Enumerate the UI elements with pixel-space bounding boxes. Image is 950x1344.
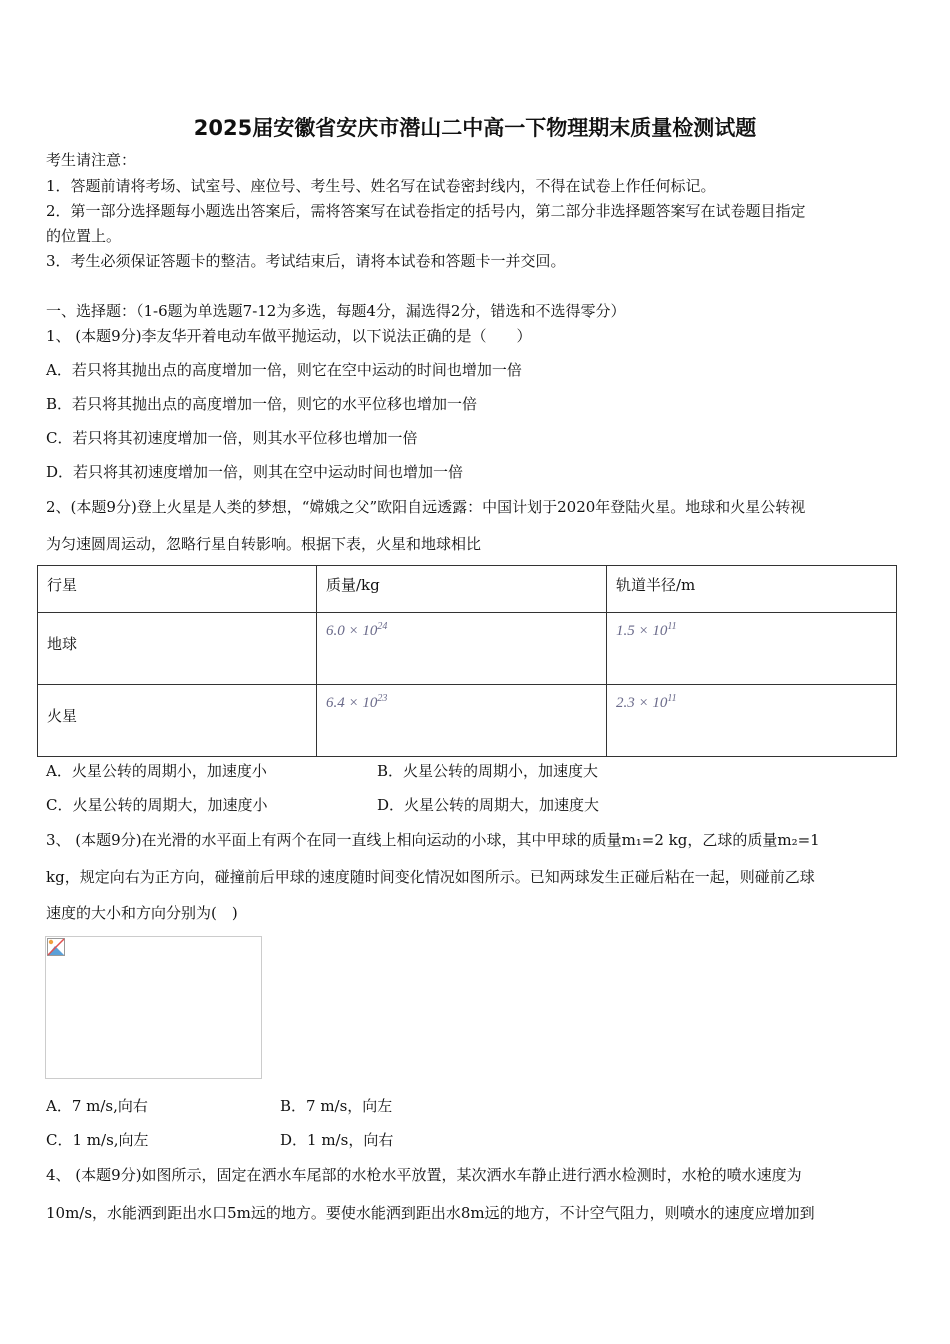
q3-option-a: A．7 m/s,向右 bbox=[46, 1097, 148, 1115]
q1-option-d: D．若只将其初速度增加一倍，则其在空中运动时间也增加一倍 bbox=[46, 463, 464, 481]
q2-option-a: A．火星公转的周期小，加速度小 bbox=[46, 762, 267, 780]
q3-option-c: C．1 m/s,向左 bbox=[46, 1131, 149, 1149]
q2-option-b: B．火星公转的周期小，加速度大 bbox=[377, 762, 599, 780]
notice-item: 2．第一部分选择题每小题选出答案后，需将答案写在试卷指定的括号内，第二部分非选择题答案写在试卷题目指定 bbox=[46, 202, 806, 220]
q4-stem: 10m/s，水能洒到距出水口5m远的地方。要使水能洒到距出水8m远的地方，不计空气阻力，则喷水的速度应增加到 bbox=[46, 1204, 815, 1222]
table-header-row bbox=[38, 566, 897, 613]
table-row bbox=[38, 613, 897, 685]
notice-item: 的位置上。 bbox=[46, 227, 122, 245]
q3-option-b: B．7 m/s，向左 bbox=[280, 1097, 393, 1115]
q2-option-c: C．火星公转的周期大，加速度小 bbox=[46, 796, 268, 814]
notice-item: 1．答题前请将考场、试室号、座位号、考生号、姓名写在试卷密封线内，不得在试卷上作任何标记。 bbox=[46, 177, 716, 195]
notice-item: 3．考生必须保证答题卡的整洁。考试结束后，请将本试卷和答题卡一并交回。 bbox=[46, 252, 566, 270]
planet-table bbox=[37, 565, 897, 757]
q2-option-d: D．火星公转的周期大，加速度大 bbox=[377, 796, 600, 814]
broken-image-placeholder bbox=[45, 936, 262, 1079]
notice-heading: 考生请注意： bbox=[46, 151, 137, 169]
q1-option-c: C．若只将其初速度增加一倍，则其水平位移也增加一倍 bbox=[46, 429, 418, 447]
q1-option-b: B．若只将其抛出点的高度增加一倍，则它的水平位移也增加一倍 bbox=[46, 395, 478, 413]
header-cell: 质量/kg bbox=[317, 566, 607, 613]
table-row bbox=[38, 685, 897, 757]
mass-cell: $6.4 \times 10^{23}$ bbox=[326, 693, 388, 711]
q3-stem: 速度的大小和方向分别为( ) bbox=[46, 904, 238, 922]
q2-stem: 2、(本题9分)登上火星是人类的梦想，“嫦娥之父”欧阳自远透露：中国计划于2020年登陆火星。地球和火星公转视 bbox=[46, 498, 806, 516]
q1-option-a: A．若只将其抛出点的高度增加一倍，则它在空中运动的时间也增加一倍 bbox=[46, 361, 522, 379]
q3-option-d: D．1 m/s，向右 bbox=[280, 1131, 394, 1149]
q3-stem: kg，规定向右为正方向，碰撞前后甲球的速度随时间变化情况如图所示。已知两球发生正碰后粘在一起，则碰前乙球 bbox=[46, 868, 815, 886]
broken-image-icon bbox=[47, 938, 65, 956]
q4-stem: 4、 (本题9分)如图所示，固定在洒水车尾部的水枪水平放置，某次洒水车静止进行洒水检测时，水枪的喷水速度为 bbox=[46, 1166, 802, 1184]
page-title: 2025届安徽省安庆市潜山二中高一下物理期末质量检测试题 bbox=[193, 116, 757, 140]
q2-stem: 为匀速圆周运动，忽略行星自转影响。根据下表，火星和地球相比 bbox=[46, 535, 482, 553]
planet-cell: 火星 bbox=[47, 707, 78, 725]
mass-cell: $6.0 \times 10^{24}$ bbox=[326, 621, 388, 639]
radius-cell: $2.3 \times 10^{11}$ bbox=[616, 693, 677, 711]
q3-stem: 3、 (本题9分)在光滑的水平面上有两个在同一直线上相向运动的小球，其中甲球的质量m₁=2 kg，乙球的质量m₂=1 bbox=[46, 831, 820, 849]
header-cell: 轨道半径/m bbox=[607, 566, 897, 613]
radius-cell: $1.5 \times 10^{11}$ bbox=[616, 621, 677, 639]
q1-stem: 1、 (本题9分)李友华开着电动车做平抛运动，以下说法正确的是（ ） bbox=[46, 327, 532, 345]
header-cell: 行星 bbox=[38, 566, 317, 613]
section-heading: 一、选择题：（1-6题为单选题7-12为多选，每题4分，漏选得2分，错选和不选得零分） bbox=[46, 302, 626, 320]
planet-cell: 地球 bbox=[47, 635, 78, 653]
